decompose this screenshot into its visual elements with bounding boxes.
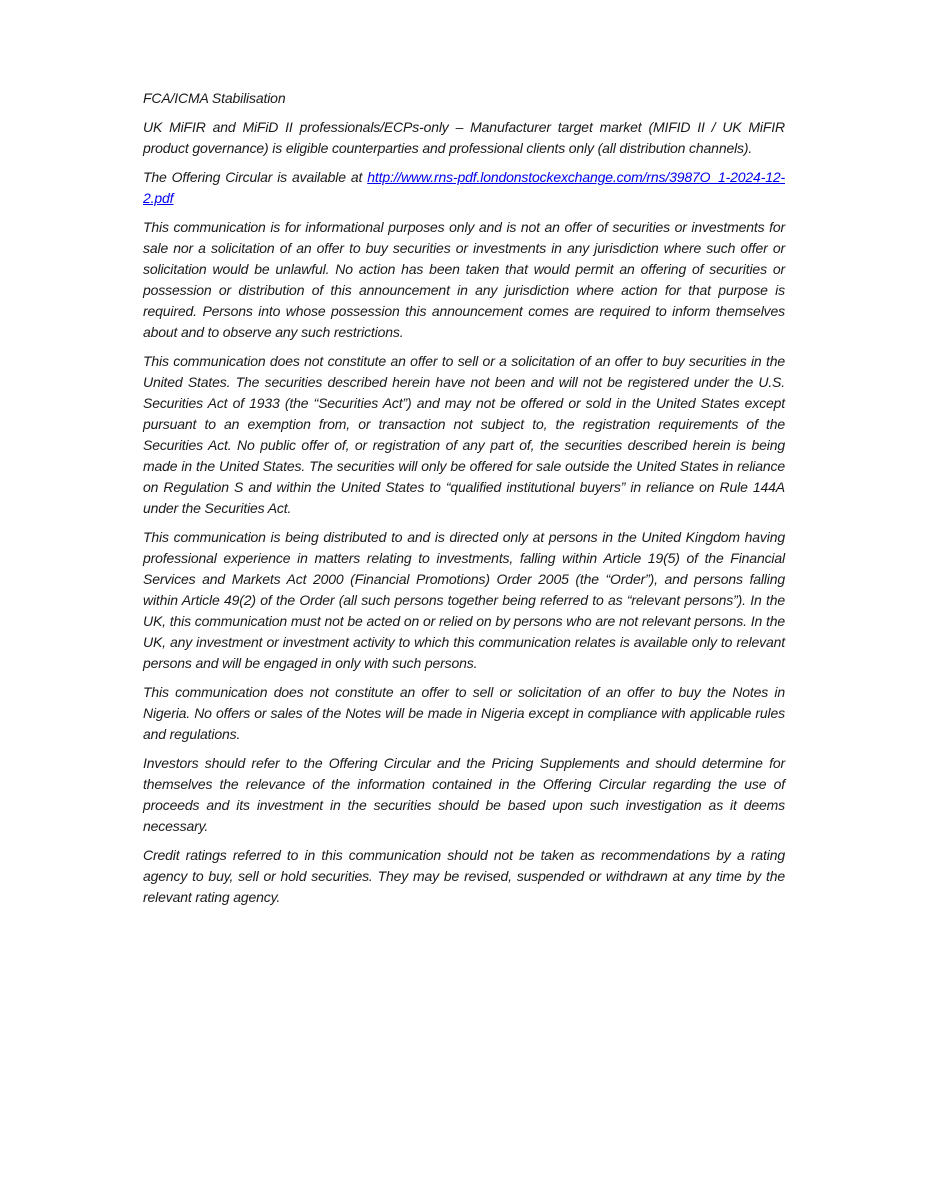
informational-purposes-paragraph: This communication is for informational purposes only and is not an offer of securities or investments for sale nor a solicitation of an offer to buy securities or investments in any jurisdiction where such offer or solicitation would be unlawful. No action has been taken that would permit an offering of securities or possession or distribution of this announcement in any jurisdiction where action for that purpose is required. Persons into whose possession this announcement comes are required to inform themselves about and to observe any such restrictions. bbox=[143, 219, 785, 340]
nigeria-paragraph: This communication does not constitute an offer to sell or solicitation of an offer to buy the Notes in Nigeria. No offers or sales of the Notes will be made in Nigeria except in compliance with applicable rules and regulations. bbox=[143, 684, 785, 742]
offering-circular-line bbox=[143, 167, 785, 209]
stabilisation-heading: FCA/ICMA Stabilisation bbox=[143, 90, 286, 106]
mifir-notice: UK MiFIR and MiFiD II professionals/ECPs-only – Manufacturer target market (MIFID II / UK MiFIR product governance) is eligible counterparties and professional clients only (all distribution channels). bbox=[143, 119, 785, 156]
offering-circular-prefix: The Offering Circular is available at bbox=[143, 169, 368, 185]
credit-ratings-paragraph: Credit ratings referred to in this communication should not be taken as recommendations by a rating agency to buy, sell or hold securities. They may be revised, suspended or withdrawn at any time by the relevant rating agency. bbox=[143, 847, 785, 905]
united-states-paragraph: This communication does not constitute an offer to sell or a solicitation of an offer to buy securities in the United States. The securities described herein have not been and will not be registered under the U.S. Securities Act of 1933 (the “Securities Act”) and may not be offered or sold in the United States except pursuant to an exemption from, or transaction not subject to, the registration requirements of the Securities Act. No public offer of, or registration of any part of, the securities described herein is being made in the United States. The securities will only be offered for sale outside the United States in reliance on Regulation S and within the United States to “qualified institutional buyers” in reliance on Rule 144A under the Securities Act. bbox=[143, 353, 785, 516]
investors-paragraph: Investors should refer to the Offering Circular and the Pricing Supplements and should determine for themselves the relevance of the information contained in the Offering Circular regarding the use of proceeds and its investment in the securities should be based upon such investigation as it deems necessary. bbox=[143, 755, 785, 834]
united-kingdom-paragraph: This communication is being distributed to and is directed only at persons in the United Kingdom having professional experience in matters relating to investments, falling within Article 19(5) of the Financial Services and Markets Act 2000 (Financial Promotions) Order 2005 (the “Order”), and persons falling within Article 49(2) of the Order (all such persons together being referred to as “relevant persons”). In the UK, this communication must not be acted on or relied on by persons who are not relevant persons. In the UK, any investment or investment activity to which this communication relates is available only to relevant persons and will be engaged in only with such persons. bbox=[143, 529, 785, 671]
offering-circular-link[interactable]: http://www.rns-pdf.londonstockexchange.com/rns/3987O_1-2024-12-2.pdf bbox=[143, 169, 785, 206]
document-page bbox=[143, 88, 785, 916]
